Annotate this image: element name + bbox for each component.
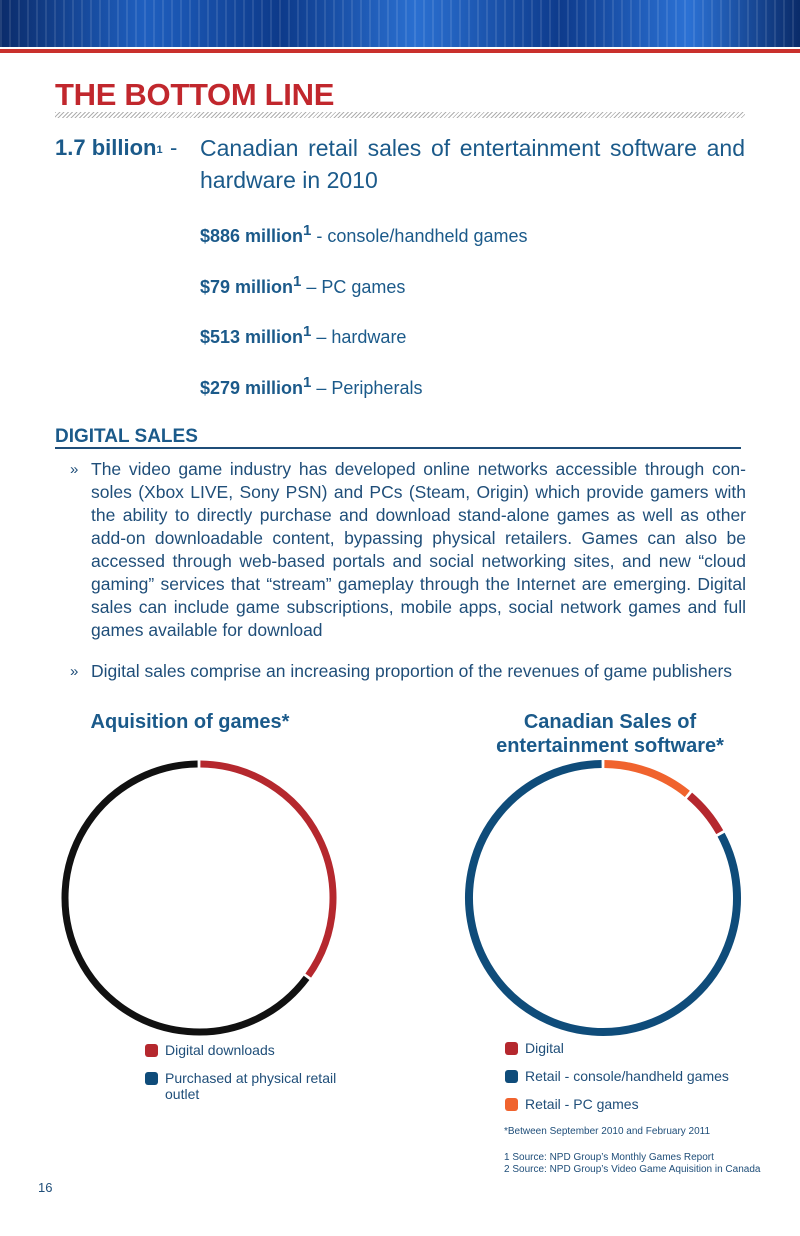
breakdown-footnote: 1 (303, 323, 312, 340)
legend-item (505, 1068, 745, 1084)
footnote-source-2: 2 Source: NPD Group’s Video Game Aquisition in Canada (504, 1164, 761, 1175)
breakdown-value: $279 million (200, 378, 304, 398)
headline-description: Canadian retail sales of entertainment software and hardware in 2010 (200, 135, 745, 193)
legend-label: Digital downloads (165, 1042, 275, 1058)
legend-label: Digital (525, 1040, 564, 1056)
legend-label: Retail - console/handheld games (525, 1068, 729, 1084)
legend-swatch (145, 1072, 158, 1085)
bullet-marker: » (70, 461, 79, 478)
breakdown-footnote: 1 (303, 374, 312, 391)
chart-title-canadian-sales: Canadian Sales of entertainment software* (496, 711, 724, 757)
breakdown-value: $79 million (200, 277, 294, 297)
bullet-text: Digital sales comprise an increasing proportion of the revenues of game publishers (91, 661, 733, 681)
breakdown-item (200, 219, 528, 248)
breakdown-footnote: 1 (303, 222, 312, 239)
breakdown-value: $513 million (200, 327, 304, 347)
breakdown-item (200, 320, 406, 349)
breakdown-footnote: 1 (293, 273, 302, 290)
bullet-item (70, 458, 746, 642)
breakdown-label: - console/handheld games (311, 226, 528, 246)
bullet-text: The video game industry has developed online networks accessible through con-soles (Xbox LIVE, Sony PSN) and PCs (Steam, Origin) which provide gamers with the ability to directly purchase and download stand-alone games as well as other add-on downloadable content, bypassing physical retailers. Games can also be accessed through web-based portals and social networking sites, and new “cloud gaming” services that “stream” gameplay through the Internet are emerging. Digital sales can include game subscriptions, mobile apps, social network games and full games available for download (91, 459, 746, 640)
legend-swatch (505, 1070, 518, 1083)
headline-value (55, 135, 163, 161)
legend-acquisition (145, 1042, 345, 1114)
header-banner (0, 0, 800, 47)
legend-item (505, 1096, 745, 1112)
legend-swatch (145, 1044, 158, 1057)
legend-item (145, 1042, 345, 1058)
legend-item (505, 1040, 745, 1056)
footnotes (504, 1126, 760, 1176)
legend-canadian-sales (505, 1040, 745, 1124)
headline-footnote: 1 (156, 144, 163, 156)
footnote-source-1: 1 Source: NPD Group’s Monthly Games Report (504, 1152, 714, 1163)
acquisition-ring-chart (58, 757, 340, 1039)
bullet-item (70, 660, 746, 683)
footnote-period: *Between September 2010 and February 2011 (504, 1126, 711, 1137)
breakdown-label: – hardware (311, 327, 407, 347)
legend-label: Purchased at physical retail outlet (165, 1070, 337, 1102)
header-stripe (0, 47, 800, 53)
breakdown-item (200, 371, 422, 400)
legend-label: Retail - PC games (525, 1096, 639, 1112)
bullet-marker: » (70, 663, 79, 680)
breakdown-label: – Peripherals (311, 378, 423, 398)
title-underline (55, 112, 745, 118)
chart-title-acquisition: Aquisition of games* (90, 711, 290, 733)
ring-segment (200, 764, 333, 976)
legend-swatch (505, 1098, 518, 1111)
breakdown-value: $886 million (200, 226, 304, 246)
headline-dash: - (170, 135, 178, 160)
ring-segment (65, 764, 307, 1032)
breakdown-item (200, 270, 405, 299)
bullet-list (70, 458, 746, 701)
page-number: 16 (38, 1180, 53, 1195)
section-heading-digital-sales: DIGITAL SALES (55, 425, 741, 449)
ring-segment (604, 764, 687, 794)
breakdown-label: – PC games (301, 277, 406, 297)
legend-item (145, 1070, 345, 1102)
headline-amount: 1.7 billion (55, 135, 157, 160)
page-title: THE BOTTOM LINE (55, 77, 335, 112)
software-sales-ring-chart (461, 756, 745, 1040)
legend-swatch (505, 1042, 518, 1055)
ring-segment (689, 796, 719, 833)
